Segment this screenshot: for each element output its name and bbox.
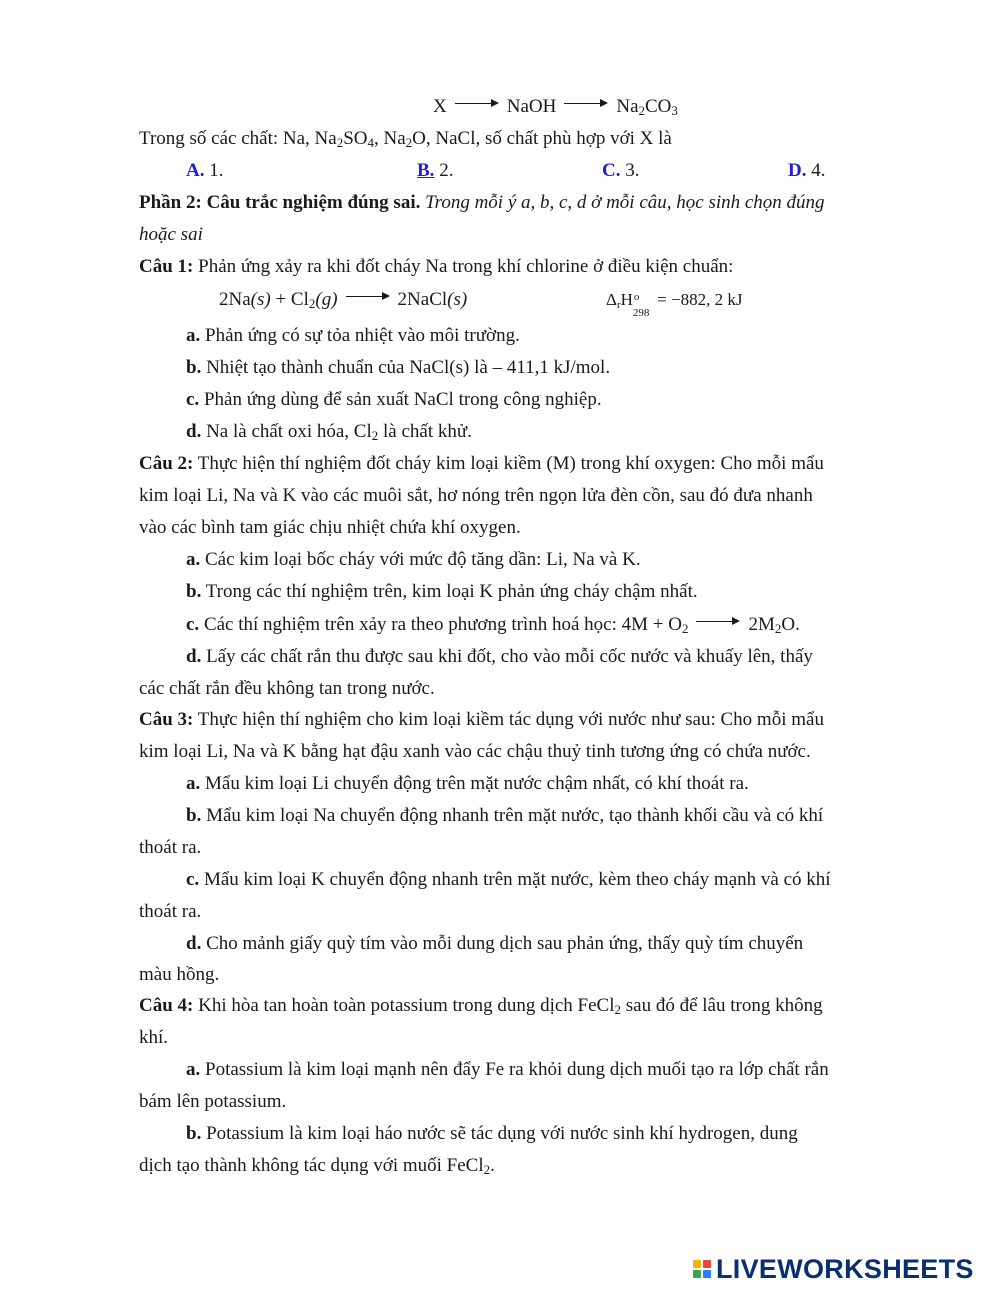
question-1: Câu 1: Phản ứng xảy ra khi đốt cháy Na trong khí chlorine ở điều kiện chuẩn:	[139, 256, 734, 277]
q1-equation: $2Na(s) + Cl_2(g)$ 2NaCl(s)	[219, 289, 468, 311]
q1-statement-b[interactable]: b. Nhiệt tạo thành chuẩn của NaCl(s) là – 411,1 kJ/mol.	[186, 357, 611, 378]
liveworksheets-logo	[693, 1254, 974, 1284]
q3-statement-a[interactable]: a. Mẩu kim loại Li chuyển động trên mặt nước chậm nhất, có khí thoát ra.	[186, 773, 749, 794]
arrow-icon	[346, 292, 390, 302]
question-4: Câu 4: Khi hòa tan hoàn toàn potassium trong dung dịch FeCl$_2$ sau đó để lâu trong không	[139, 995, 823, 1017]
q1-statement-c[interactable]: c. Phản ứng dùng để sản xuất NaCl trong công nghiệp.	[186, 389, 602, 410]
q2-statement-d-cont: các chất rắn đều không tan trong nước.	[139, 678, 435, 699]
question-3: Câu 3: Thực hiện thí nghiệm cho kim loại kiềm tác dụng với nước như sau: Cho mỗi mẩu	[139, 709, 824, 730]
arrow-icon	[455, 99, 499, 109]
q3-statement-c[interactable]: c. Mẩu kim loại K chuyển động nhanh trên mặt nước, kèm theo cháy mạnh và có khí	[186, 869, 831, 890]
q1-statement-d[interactable]: d. Na là chất oxi hóa, $Cl_2$ là chất khử.	[186, 421, 472, 443]
reaction-scheme	[433, 95, 1000, 119]
answer-option-a[interactable]: A. 1.	[186, 160, 224, 181]
q3-statement-d[interactable]: d. Cho mảnh giấy quỳ tím vào mỗi dung dịch sau phản ứng, thấy quỳ tím chuyển	[186, 933, 804, 954]
q4-statement-b-cont: dịch tạo thành không tác dụng với muối FeCl$_2$.	[139, 1155, 495, 1177]
q3-statement-c-cont: thoát ra.	[139, 901, 202, 922]
question-2-line3: vào các bình tam giác chịu nhiệt chứa khí oxygen.	[139, 517, 521, 538]
part2-instruction-cont: hoặc sai	[139, 224, 203, 245]
part2-heading: Phần 2: Câu trắc nghiệm đúng sai. Trong mỗi ý a, b, c, d ở mỗi câu, học sinh chọn đúng	[139, 192, 825, 213]
scheme-x: X	[433, 96, 447, 117]
q4-statement-a[interactable]: a. Potassium là kim loại mạnh nên đẩy Fe ra khỏi dung dịch muối tạo ra lớp chất rắn	[186, 1059, 829, 1080]
question-4-line2: khí.	[139, 1027, 169, 1048]
answer-option-b[interactable]: B. 2.	[417, 160, 454, 181]
q1-enthalpy: $\Delta_rH$ o 298 = −882, 2 kJ	[606, 290, 743, 319]
answer-option-c[interactable]: C. 3.	[602, 160, 640, 181]
logo-text: LIVEWORKSHEETS	[716, 1253, 974, 1284]
q3-statement-d-cont: màu hồng.	[139, 964, 220, 985]
question-2: Câu 2: Thực hiện thí nghiệm đốt cháy kim loại kiềm (M) trong khí oxygen: Cho mỗi mẩu	[139, 453, 824, 474]
scheme-naoh: NaOH	[506, 96, 557, 117]
arrow-icon	[564, 99, 608, 109]
arrow-icon	[696, 617, 740, 627]
question-intro: Trong số các chất: Na, $Na_2SO_4$, $Na_2O$, NaCl, số chất phù hợp với X là	[139, 128, 672, 150]
q4-statement-b[interactable]: b. Potassium là kim loại háo nước sẽ tác dụng với nước sinh khí hydrogen, dung	[186, 1123, 798, 1144]
scheme-na2co3: $Na_2CO_3$	[616, 96, 678, 118]
q2-statement-c[interactable]: c. Các thí nghiệm trên xảy ra theo phương trình hoá học: $4M + O_2$ $2M_2O$.	[186, 614, 800, 636]
logo-icon	[693, 1260, 711, 1278]
q2-statement-b[interactable]: b. Trong các thí nghiệm trên, kim loại K phản ứng cháy chậm nhất.	[186, 581, 698, 602]
q2-statement-a[interactable]: a. Các kim loại bốc cháy với mức độ tăng dần: Li, Na và K.	[186, 549, 641, 570]
q1-statement-a[interactable]: a. Phản ứng có sự tỏa nhiệt vào môi trường.	[186, 325, 520, 346]
q3-statement-b-cont: thoát ra.	[139, 837, 202, 858]
question-3-line2: kim loại Li, Na và K bằng hạt đậu xanh vào các chậu thuỷ tinh tương ứng có chứa nước.	[139, 741, 811, 762]
q2-statement-d[interactable]: d. Lấy các chất rắn thu được sau khi đốt, cho vào mỗi cốc nước và khuấy lên, thấy	[186, 646, 813, 667]
question-2-line2: kim loại Li, Na và K vào các muôi sắt, hơ nóng trên ngọn lửa đèn cồn, sau đó đưa nhanh	[139, 485, 813, 506]
answer-option-d[interactable]: D. 4.	[788, 160, 826, 181]
q3-statement-b[interactable]: b. Mẩu kim loại Na chuyển động nhanh trên mặt nước, tạo thành khối cầu và có khí	[186, 805, 824, 826]
q4-statement-a-cont: bám lên potassium.	[139, 1091, 287, 1112]
